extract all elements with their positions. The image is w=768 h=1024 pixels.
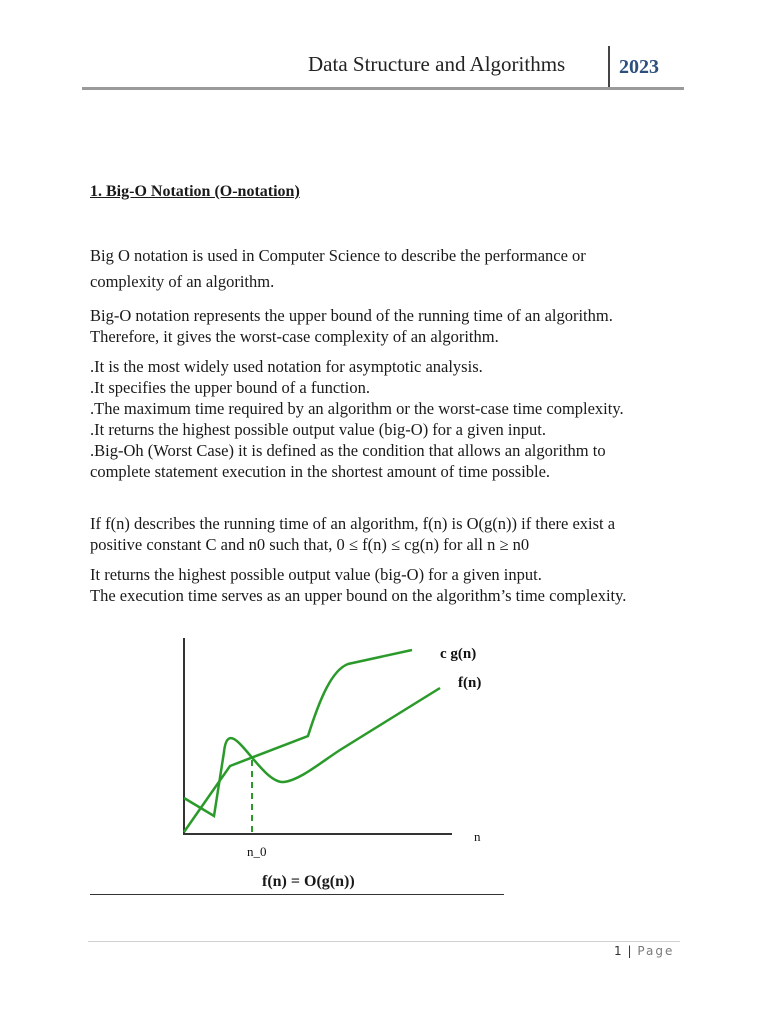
n0-label: n_0 bbox=[247, 844, 267, 858]
footer-rule bbox=[88, 941, 680, 942]
bullet-item: .It specifies the upper bound of a function. bbox=[90, 378, 370, 397]
header-separator bbox=[608, 46, 610, 88]
text-line: complexity of an algorithm. bbox=[90, 272, 275, 291]
f-label: f(n) bbox=[458, 675, 482, 691]
x-axis-label: n bbox=[474, 829, 481, 844]
page-separator: | bbox=[627, 944, 633, 958]
bullet-item: .The maximum time required by an algorithm or the worst-case time complexity. bbox=[90, 399, 624, 418]
bullet-item: .It is the most widely used notation for asymptotic analysis. bbox=[90, 357, 483, 376]
text-line: positive constant C and n0 such that, 0 ≤ f(n) ≤ cg(n) for all n ≥ n0 bbox=[90, 535, 530, 554]
text-line: Big O notation is used in Computer Science to describe the performance or bbox=[90, 246, 586, 265]
page-number: 1 bbox=[614, 944, 623, 958]
bullet-list bbox=[90, 356, 624, 482]
text-line: If f(n) describes the running time of an algorithm, f(n) is O(g(n)) if there exist a bbox=[90, 514, 616, 533]
figure-rule bbox=[90, 894, 504, 895]
bullet-item: complete statement execution in the shortest amount of time possible. bbox=[90, 462, 551, 481]
header-rule bbox=[82, 87, 684, 90]
summary-paragraph bbox=[90, 564, 626, 606]
cg-curve bbox=[184, 650, 412, 832]
page-word: Page bbox=[637, 944, 675, 958]
text-line: Big-O notation represents the upper bound of the running time of an algorithm. bbox=[90, 306, 613, 325]
page-footer bbox=[614, 944, 674, 958]
text-line: It returns the highest possible output value (big-O) for a given input. bbox=[90, 565, 542, 584]
bullet-item: .Big-Oh (Worst Case) it is defined as the condition that allows an algorithm to bbox=[90, 441, 606, 460]
big-o-graph bbox=[170, 628, 510, 858]
text-line: The execution time serves as an upper bound on the algorithm’s time complexity. bbox=[90, 586, 627, 605]
intro-paragraph bbox=[90, 243, 586, 295]
section-heading: 1. Big-O Notation (O-notation) bbox=[90, 183, 300, 200]
text-line: Therefore, it gives the worst-case complexity of an algorithm. bbox=[90, 327, 499, 346]
cg-label: c g(n) bbox=[440, 646, 477, 662]
upper-bound-paragraph bbox=[90, 305, 613, 347]
document-title: Data Structure and Algorithms bbox=[308, 52, 566, 76]
document-year: 2023 bbox=[619, 56, 659, 78]
definition-paragraph bbox=[90, 513, 615, 555]
figure-caption: f(n) = O(g(n)) bbox=[262, 873, 355, 890]
f-curve bbox=[184, 688, 440, 816]
bullet-item: .It returns the highest possible output value (big-O) for a given input. bbox=[90, 420, 546, 439]
